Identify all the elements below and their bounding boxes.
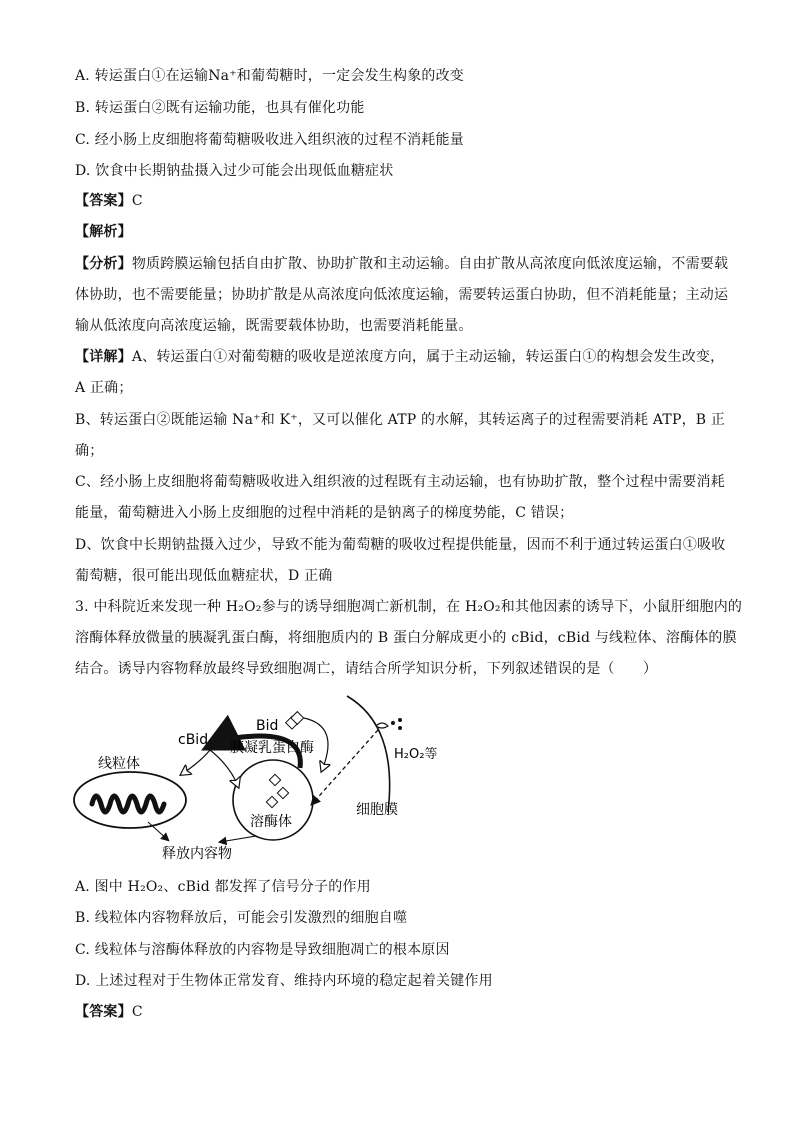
label-mitochondrion: 线粒体 [98, 756, 140, 772]
q2-answer-tag: 【答案】 [75, 193, 132, 209]
q2-detail-b1: B、转运蛋白②既能运输 Na⁺和 K⁺，又可以催化 ATP 的水解，其转运离子的过程需要消耗 ATP，B 正 [75, 412, 726, 428]
label-lysosome: 溶酶体 [250, 814, 292, 830]
to-mito-open-arrow [182, 750, 210, 774]
q2-answer-value: C [131, 193, 143, 209]
q2-fenxi-2: 体协助，也不需要能量；协助扩散是从高浓度向低浓度运输，需要转运蛋白协助，但不消耗能量；主动运 [75, 287, 729, 303]
label-bid: Bid [256, 718, 279, 734]
q3-option-b: B. 线粒体内容物释放后，可能会引发激烈的细胞自噬 [75, 910, 408, 926]
label-release: 释放内容物 [162, 846, 232, 862]
q2-option-c: C. 经小肠上皮细胞将葡萄糖吸收进入组织液的过程不消耗能量 [75, 132, 464, 148]
q2-analysis-tag: 【解析】 [75, 224, 132, 240]
q2-fenxi-tag: 【分析】 [75, 256, 132, 272]
q2-detail-tag: 【详解】 [75, 349, 132, 365]
q2-fenxi-1 [75, 254, 729, 274]
q2-detail-c1: C、经小肠上皮细胞将葡萄糖吸收进入组织液的过程既有主动运输，也有协助扩散，整个过程中需要消耗 [75, 474, 725, 490]
q2-option-b: B. 转运蛋白②既有运输功能，也具有催化功能 [75, 100, 365, 116]
h2o2-dot-icon [391, 721, 395, 725]
q3-answer-line [75, 1002, 725, 1022]
label-h2o2: H₂O₂等 [394, 747, 438, 762]
q2-detail-b2: 确； [75, 443, 104, 459]
q2-option-d: D. 饮食中长期钠盐摄入过少可能会出现低血糖症状 [75, 163, 394, 179]
h2o2-dashed-arrow [312, 730, 378, 804]
q2-detail-a1-text: A、转运蛋白①对葡萄糖的吸收是逆浓度方向，属于主动运输，转运蛋白①的构想会发生改变， [131, 349, 725, 365]
q2-detail-c2: 能量，葡萄糖进入小肠上皮细胞的过程中消耗的是钠离子的梯度势能，C 错误； [75, 505, 574, 521]
lyso-release-arrow [220, 836, 256, 842]
label-membrane: 细胞膜 [356, 802, 398, 818]
h2o2-dot-icon [398, 718, 402, 722]
receptor-icon [376, 723, 388, 728]
q3-answer-value: C [131, 1004, 143, 1020]
q2-detail-d1: D、饮食中长期钠盐摄入过少，导致不能为葡萄糖的吸收过程提供能量，因而不利于通过转运蛋白①吸收 [75, 537, 726, 553]
q2-detail-a2: A 正确； [75, 380, 133, 396]
q2-detail-a1 [75, 347, 725, 367]
q3-option-d: D. 上述过程对于生物体正常发育、维持内环境的稳定起着关键作用 [75, 973, 493, 989]
q3-option-c: C. 线粒体与溶酶体释放的内容物是导致细胞凋亡的根本原因 [75, 942, 450, 958]
q3-option-a: A. 图中 H₂O₂、cBid 都发挥了信号分子的作用 [75, 879, 371, 895]
q2-fenxi-3: 输从低浓度向高浓度运输，既需要载体协助，也需要消耗能量。 [75, 318, 473, 334]
h2o2-dot-icon [398, 726, 402, 730]
label-cbid: cBid [178, 732, 209, 748]
q2-fenxi-text-1: 物质跨膜运输包括自由扩散、协助扩散和主动运输。自由扩散从高浓度向低浓度运输，不需要载 [131, 256, 729, 272]
q2-detail-d2: 葡萄糖，很可能出现低血糖症状，D 正确 [75, 568, 333, 584]
q3-stem-3: 结合。诱导内容物释放最终导致细胞凋亡，请结合所学知识分析，下列叙述错误的是（ ） [75, 661, 658, 677]
apoptosis-diagram [60, 686, 460, 866]
q3-stem-1: 3. 中科院近来发现一种 H₂O₂参与的诱导细胞凋亡新机制，在 H₂O₂和其他因素的诱导下，小鼠肝细胞内的 [75, 599, 743, 615]
q2-option-a: A. 转运蛋白①在运输Na⁺和葡萄糖时，一定会发生构象的改变 [75, 68, 464, 84]
cell-membrane-arc [347, 696, 390, 812]
label-enzyme: 胰凝乳蛋白酶 [230, 740, 314, 756]
q3-stem-2: 溶酶体释放微量的胰凝乳蛋白酶，将细胞质内的 B 蛋白分解成更小的 cBid，cBid 与线粒体、溶酶体的膜 [75, 630, 737, 646]
q2-answer-line [75, 191, 725, 211]
q3-answer-tag: 【答案】 [75, 1004, 132, 1020]
